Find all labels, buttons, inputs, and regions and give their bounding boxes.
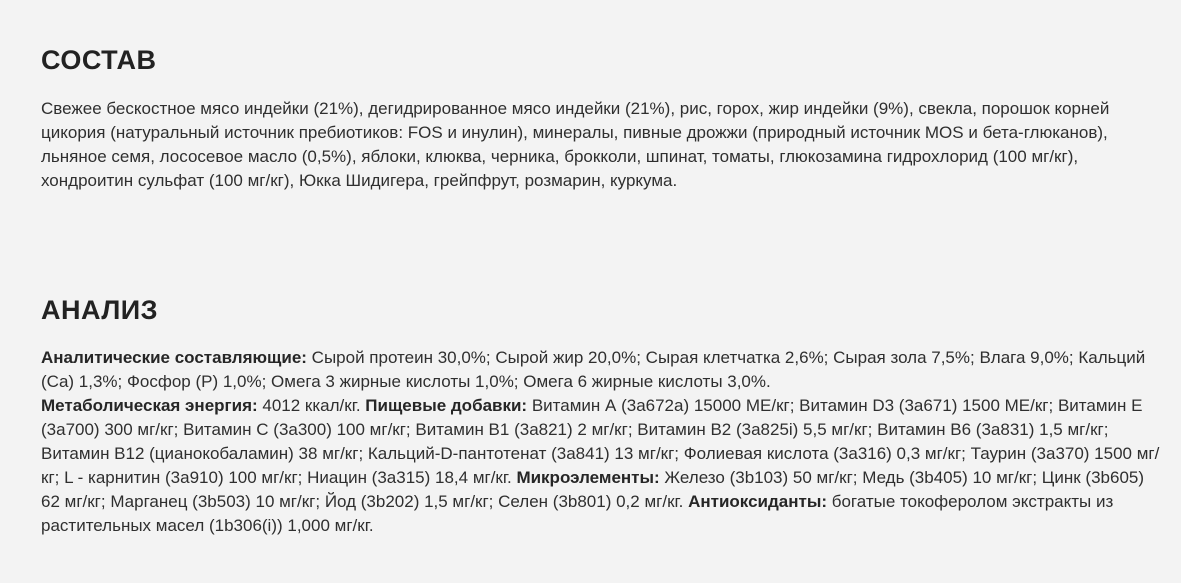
additives-label: Пищевые добавки: <box>365 396 528 415</box>
composition-title: СОСТАВ <box>41 45 157 75</box>
energy-text: 4012 ккал/кг. <box>257 396 366 415</box>
analytical-label: Аналитические составляющие: <box>41 348 307 367</box>
composition-section <box>41 44 1161 193</box>
antioxidants-text: богатые токоферолом экстракты из растительных масел (1b306(i)) 1,000 мг/кг. <box>41 492 1114 535</box>
analysis-title: АНАЛИЗ <box>41 295 159 325</box>
additives-text: Витамин А (3a672a) 15000 МЕ/кг; Витамин D3 (3a671) 1500 МЕ/кг; Витамин Е (3a700) 300 мг/кг; Витамин С (3a300) 100 мг/кг; Витамин В1 (3a821) 2 мг/кг; Витамин В2 (3a825i) 5,5 мг/кг; Витамин В6 (3a831) 1,5 мг/кг; Витамин В12 (цианокобаламин) 38 мг/кг; Кальций-D-пантотенат (3a841) 13 мг/кг; Фолиевая кислота (3a316) 0,3 мг/кг; Таурин (3a370) 1500 мг/кг; L - карнитин (3a910) 100 мг/кг; Ниацин (3a315) 18,4 мг/кг. <box>41 396 1160 487</box>
composition-text: Свежее бескостное мясо индейки (21%), дегидрированное мясо индейки (21%), рис, горох, жир индейки (9%), свекла, порошок корней цикория (натуральный источник пребиотиков: FOS и инулин), минералы, пивные дрожжи (природный источник MOS и бета-глюканов), льняное семя, лососевое масло (0,5%), яблоки, клюква, черника, брокколи, шпинат, томаты, глюкозамина гидрохлорид (100 мг/кг), хондроитин сульфат (100 мг/кг), Юкка Шидигера, грейпфрут, розмарин, куркума. <box>41 99 1110 190</box>
antioxidants-label: Антиоксиданты: <box>688 492 828 511</box>
analytical-text: Сырой протеин 30,0%; Сырой жир 20,0%; Сырая клетчатка 2,6%; Сырая зола 7,5%; Влага 9,0%; Кальций (Ca) 1,3%; Фосфор (P) 1,0%; Омега 3 жирные кислоты 1,0%; Омега 6 жирные кислоты 3,0%. <box>41 348 1146 391</box>
micro-label: Микроэлементы: <box>516 468 660 487</box>
analysis-text <box>41 346 1161 538</box>
analysis-section <box>41 294 1161 538</box>
micro-text: Железо (3b103) 50 мг/кг; Медь (3b405) 10 мг/кг; Цинк (3b605) 62 мг/кг; Марганец (3b503) 10 мг/кг; Йод (3b202) 1,5 мг/кг; Селен (3b801) 0,2 мг/кг. <box>41 468 1145 511</box>
energy-label: Метаболическая энергия: <box>41 396 258 415</box>
